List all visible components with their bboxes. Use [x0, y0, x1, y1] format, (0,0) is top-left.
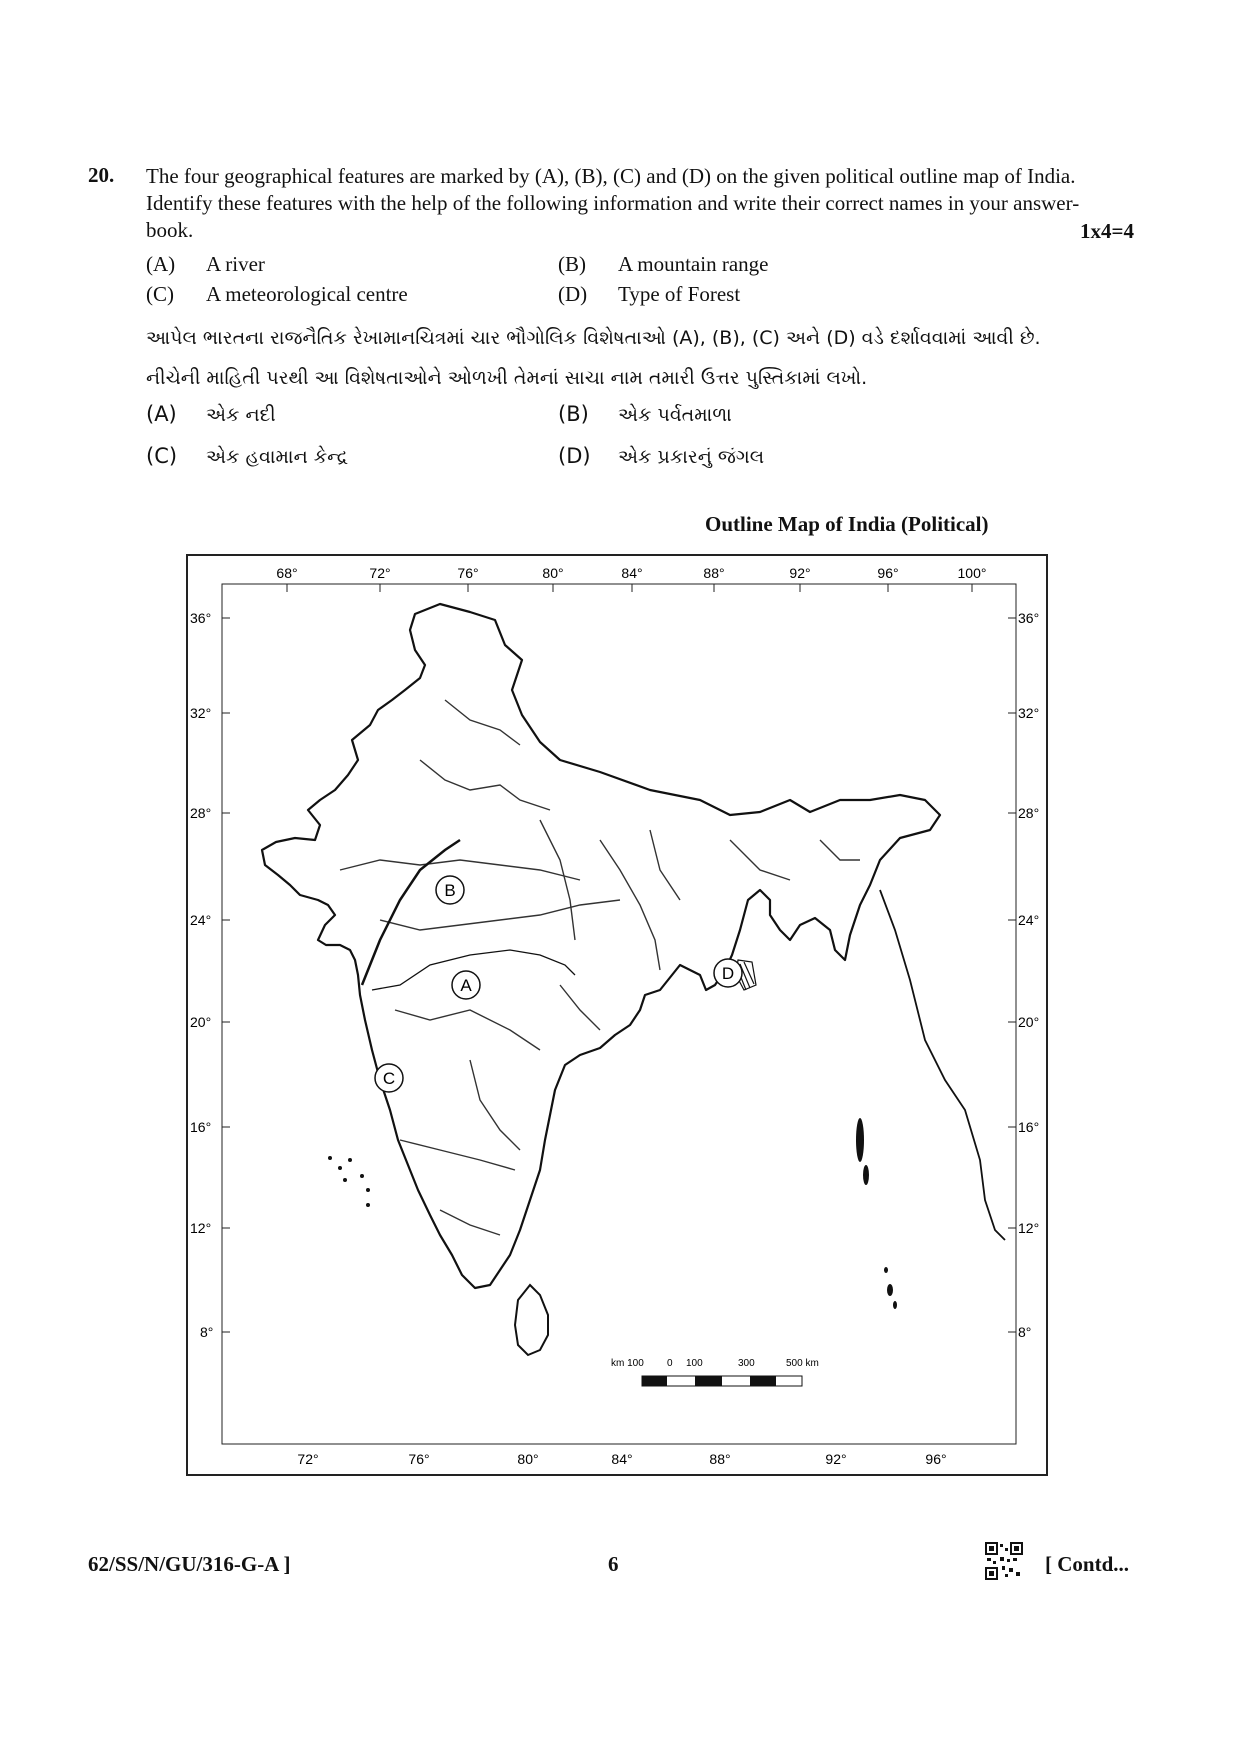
marker-c-label: C: [382, 1069, 396, 1088]
top-longitude-labels: [276, 565, 986, 581]
option-text: A mountain range: [618, 252, 769, 276]
gujarati-question-text: આપેલ ભારતના રાજનૈતિક રેખામાનચિત્રમાં ચાર ભૌગોલિક વિશેષતાઓ (A), (B), (C) અને (D) વડે દર્શાવવામાં આવી છે. નીચેની માહિતી પરથી આ વિશેષતાઓને ઓળખી તેમનાં સાચા નામ તમારી ઉત્તર પુસ્તિકામાં લખો.: [146, 327, 1041, 389]
bottom-lon-label: 76°: [408, 1451, 430, 1467]
marker-d: [714, 959, 742, 987]
left-lat-label: 24°: [190, 912, 212, 928]
marker-d-label: D: [721, 964, 735, 983]
top-lon-label: 80°: [542, 565, 564, 581]
top-lon-label: 84°: [621, 565, 643, 581]
right-lat-label: 20°: [1018, 1014, 1040, 1030]
top-lon-label: 68°: [276, 565, 298, 581]
option-label: (D): [558, 444, 591, 468]
option-text: એક પ્રકારનું જંગલ: [618, 446, 765, 468]
bottom-lon-label: 80°: [517, 1451, 539, 1467]
left-lat-label: 36°: [190, 610, 212, 626]
top-lon-label: 92°: [789, 565, 811, 581]
left-lat-label: 12°: [190, 1220, 212, 1236]
page-number: 6: [608, 1552, 619, 1576]
map-scale-bar: [611, 1358, 819, 1386]
question-number: 20.: [88, 163, 115, 187]
top-lon-label: 72°: [369, 565, 391, 581]
option-label: (C): [146, 444, 178, 468]
right-lat-label: 32°: [1018, 705, 1040, 721]
top-lon-label: 100°: [957, 565, 987, 581]
map-title: Outline Map of India (Political): [705, 512, 989, 536]
marker-a-label: A: [460, 976, 472, 995]
right-lat-label: 12°: [1018, 1220, 1040, 1236]
right-lat-label: 28°: [1018, 805, 1040, 821]
right-lat-label: 16°: [1018, 1119, 1040, 1135]
marker-b: [436, 876, 464, 904]
side-ticks: [222, 618, 1016, 1332]
option-text: Type of Forest: [618, 282, 741, 306]
paper-code: 62/SS/N/GU/316-G-A ]: [88, 1552, 291, 1576]
left-lat-label: 32°: [190, 705, 212, 721]
left-lat-label: 8°: [200, 1324, 214, 1340]
right-latitude-labels: [1018, 610, 1039, 1340]
option-text: A river: [206, 252, 265, 276]
bottom-lon-label: 92°: [825, 1451, 847, 1467]
sri-lanka-outline: [515, 1285, 548, 1355]
option-text: એક નદી: [206, 404, 276, 426]
top-lon-label: 76°: [457, 565, 479, 581]
lakshadweep-islands: [328, 1156, 370, 1207]
right-lat-label: 36°: [1018, 610, 1040, 626]
scale-label: 500 km: [786, 1358, 819, 1369]
andaman-islands: [856, 1118, 897, 1309]
option-label: (C): [146, 282, 174, 306]
scale-label: km 100: [611, 1358, 644, 1369]
bottom-lon-label: 88°: [709, 1451, 731, 1467]
right-lat-label: 8°: [1018, 1324, 1032, 1340]
top-ticks: [287, 584, 972, 592]
option-label: (B): [558, 402, 589, 426]
left-latitude-labels: [190, 610, 213, 1340]
state-boundaries: [340, 700, 860, 1235]
question-text: The four geographical features are marked by (A), (B), (C) and (D) on the given political outline map of India. Identify these features with the help of the following information and write their correct names in your answer-book.: [146, 164, 1080, 242]
option-label: (A): [146, 402, 177, 426]
map-inner-frame: [222, 584, 1016, 1444]
bottom-lon-label: 72°: [297, 1451, 319, 1467]
option-text: એક પર્વતમાળા: [618, 404, 732, 426]
bottom-longitude-labels: [297, 1451, 946, 1467]
scale-label: 0: [667, 1358, 673, 1369]
option-label: (B): [558, 252, 586, 276]
marker-a: [452, 971, 480, 999]
top-lon-label: 96°: [877, 565, 899, 581]
option-label: (A): [146, 252, 176, 276]
left-lat-label: 28°: [190, 805, 212, 821]
left-lat-label: 16°: [190, 1119, 212, 1135]
scale-label: 100: [686, 1358, 703, 1369]
left-lat-label: 20°: [190, 1014, 212, 1030]
bottom-lon-label: 84°: [611, 1451, 633, 1467]
qr-code-icon: [985, 1542, 1023, 1580]
marks-allocation: 1x4=4: [1080, 219, 1134, 243]
right-lat-label: 24°: [1018, 912, 1040, 928]
option-text: એક હવામાન કેન્દ્ર: [206, 446, 348, 468]
marker-b-label: B: [444, 881, 456, 900]
continued-label: [ Contd...: [1045, 1552, 1130, 1576]
top-lon-label: 88°: [703, 565, 725, 581]
scale-label: 300: [738, 1358, 755, 1369]
option-text: A meteorological centre: [206, 282, 408, 306]
option-label: (D): [558, 282, 588, 306]
bottom-lon-label: 96°: [925, 1451, 947, 1467]
myanmar-coast: [880, 890, 1005, 1240]
marker-c: [375, 1064, 403, 1092]
india-boundary: [262, 604, 940, 1288]
